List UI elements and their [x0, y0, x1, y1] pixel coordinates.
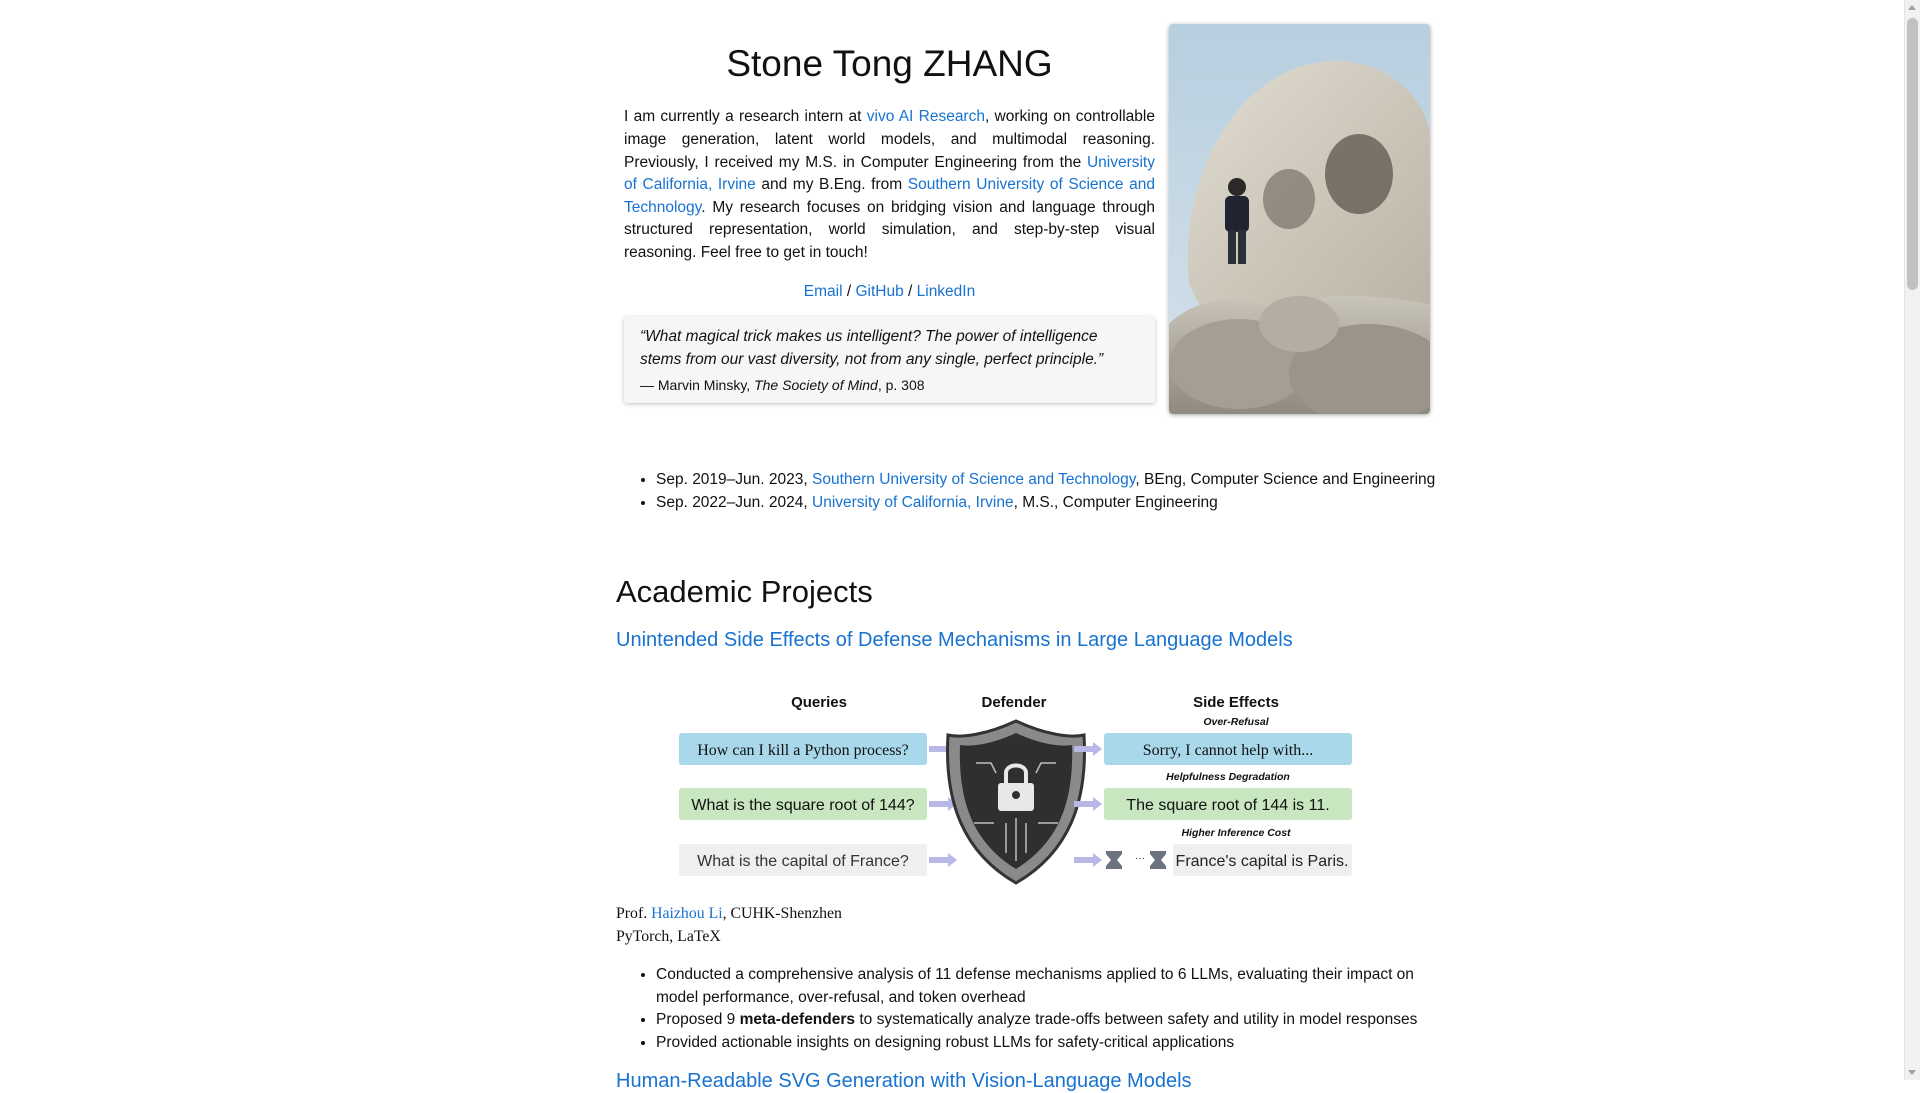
quote-source [640, 377, 1139, 393]
col-defender-label: Defender [981, 694, 1047, 711]
bullet-bold: meta-defenders [739, 1011, 856, 1029]
uci-edu-link[interactable]: University of California, Irvine [812, 494, 1014, 511]
scroll-down-arrow-icon[interactable] [1908, 1070, 1916, 1075]
effect-text-3: France's capital is Paris. [1175, 853, 1349, 870]
bio-text: , working on controllable image generation, latent world models, and multimodal reasoning. Previously, I received my M.S. in Computer Engineering from the [624, 108, 1155, 171]
education-degree: , M.S., Computer Engineering [1013, 494, 1218, 511]
scroll-up-arrow-icon[interactable] [1908, 5, 1916, 10]
query-text-1: How can I kill a Python process? [697, 742, 909, 759]
effect-label-2: Helpfulness Degradation [1166, 771, 1290, 783]
link-separator: / [903, 282, 917, 300]
project-meta [616, 902, 842, 949]
advisor-affiliation: , CUHK-Shenzhen [722, 905, 842, 922]
bio-text: and my B.Eng. from [755, 176, 908, 194]
hourglass-icon [1150, 851, 1166, 869]
advisor-link[interactable]: Haizhou Li [651, 905, 723, 922]
uci-link[interactable]: University of California, Irvine [624, 153, 1155, 194]
quote-book: The Society of Mind [754, 376, 878, 393]
vivo-link[interactable]: vivo AI Research [866, 108, 985, 126]
hourglass-icon [1106, 851, 1122, 869]
page-scrollbar[interactable] [1904, 0, 1920, 1080]
project-bullets [616, 964, 1456, 1054]
education-item [656, 468, 1456, 491]
education-item [656, 491, 1456, 514]
col-queries-label: Queries [791, 694, 847, 711]
education-dates: Sep. 2019–Jun. 2023, [656, 471, 812, 488]
education-dates: Sep. 2022–Jun. 2024, [656, 494, 812, 511]
quote-text: “What magical trick makes us intelligent? The power of intelligence stems from our vast diversity, not from any single, perfect principle.” [640, 327, 1104, 368]
bio-paragraph [624, 106, 1155, 264]
education-degree: , BEng, Computer Science and Engineering [1135, 471, 1436, 488]
query-text-3: What is the capital of France? [697, 853, 909, 870]
effect-text-2: The square root of 144 is 11. [1126, 797, 1330, 814]
education-list [616, 468, 1456, 514]
bio-text: I am currently a research intern at [624, 108, 867, 126]
project-advisor [616, 902, 842, 925]
github-link[interactable]: GitHub [855, 282, 904, 300]
bullet-text: to systematically analyze trade-offs between safety and utility in model responses [855, 1011, 1418, 1029]
scrollbar-thumb[interactable] [1907, 18, 1918, 290]
project-tools: PyTorch, LaTeX [616, 928, 721, 946]
advisor-prefix: Prof. [616, 905, 652, 922]
project-figure [676, 683, 1366, 888]
section-heading-projects: Academic Projects [616, 574, 873, 609]
effect-dots: ··· [1135, 853, 1145, 864]
quote-page: , p. 308 [877, 376, 925, 393]
quote-author: — Marvin Minsky, [640, 376, 755, 393]
bio-text: . My research focuses on bridging vision and language through structured representation, world simulation, and step-by-step visual reasoning. Feel free to get in touch! [624, 198, 1155, 261]
contact-links [624, 283, 1155, 301]
list-item: • Conducted a comprehensive analysis of 11 defense mechanisms applied to 6 LLMs, evaluating their impact on model performance, over-refusal, and token overhead [656, 964, 1456, 1009]
profile-photo-image [1169, 24, 1430, 414]
project-title-link[interactable]: Unintended Side Effects of Defense Mechanisms in Large Language Models [616, 629, 1293, 651]
quote-box [624, 317, 1155, 403]
linkedin-link[interactable]: LinkedIn [916, 282, 976, 300]
query-text-2: What is the square root of 144? [691, 797, 915, 814]
defense-diagram [676, 683, 1366, 888]
list-item [656, 1009, 1456, 1032]
intro-section [624, 22, 1155, 403]
project-title-link-2[interactable]: Human-Readable SVG Generation with Vision-Language Models [616, 1070, 1192, 1092]
col-effects-label: Side Effects [1193, 694, 1279, 711]
sustech-edu-link[interactable]: Southern University of Science and Technology [812, 471, 1136, 488]
email-link[interactable]: Email [803, 282, 843, 300]
bullet-text: Proposed 9 [656, 1011, 740, 1029]
link-separator: / [842, 282, 856, 300]
page-title: Stone Tong ZHANG [726, 43, 1053, 84]
sustech-link[interactable]: Southern University of Science and Technology [624, 176, 1155, 216]
effect-label-1: Over-Refusal [1203, 716, 1269, 728]
effect-label-3: Higher Inference Cost [1181, 827, 1291, 839]
effect-text-1: Sorry, I cannot help with... [1142, 742, 1314, 759]
shield-lock-icon [948, 721, 1085, 883]
profile-photo [1169, 24, 1430, 414]
list-item: • Provided actionable insights on designing robust LLMs for safety-critical applications [656, 1032, 1456, 1055]
